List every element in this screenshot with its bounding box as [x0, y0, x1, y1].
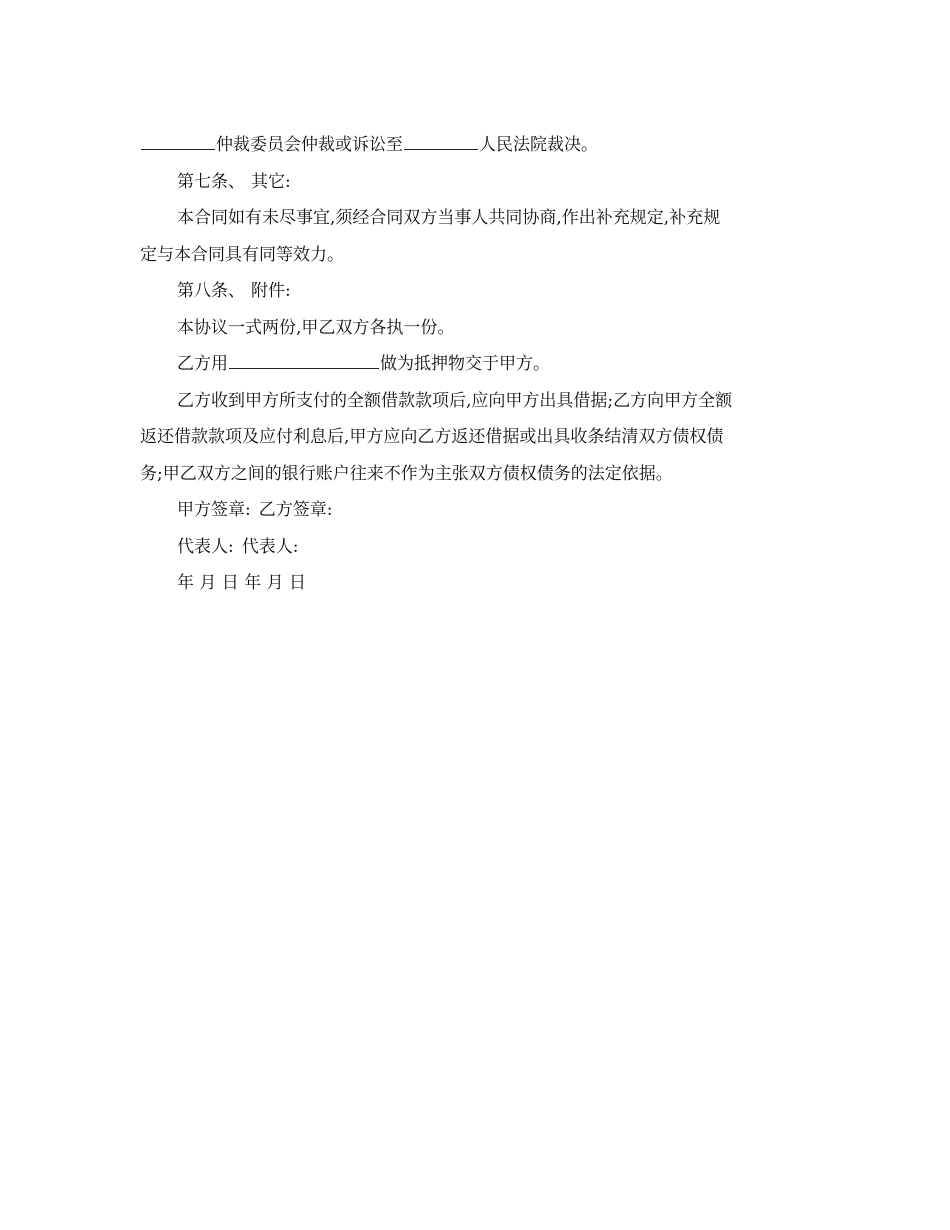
- seal-line: [140, 492, 820, 529]
- article-8-title: 附件:: [251, 281, 291, 301]
- collateral-suffix: 做为抵押物交于甲方。: [380, 354, 550, 374]
- party-b-seal-label: 乙方签章:: [258, 500, 333, 520]
- date-line: [140, 565, 820, 602]
- party-a-representative-label: 代表人:: [177, 536, 234, 557]
- copies-clause: 本协议一式两份,甲乙双方各执一份。: [177, 317, 455, 338]
- party-a-seal-label: 甲方签章:: [177, 500, 251, 520]
- collateral-prefix: 乙方用: [177, 354, 228, 374]
- party-a-date: 年 月 日: [177, 573, 239, 593]
- article-7-number: 第七条、: [177, 171, 245, 192]
- collateral-clause: [140, 346, 820, 383]
- article-7-body-line-2: 定与本合同具有同等效力。: [140, 244, 344, 265]
- receipt-clause-line-3: 务;甲乙双方之间的银行账户往来不作为主张双方债权债务的法定依据。: [140, 463, 673, 484]
- party-b-date: 年 月 日: [244, 573, 307, 593]
- receipt-clause-line-1: 乙方收到甲方所支付的全额借款款项后,应向甲方出具借据;乙方向甲方全额: [177, 390, 733, 411]
- arbitration-text: 仲裁委员会仲裁或诉讼至: [216, 135, 403, 155]
- arbitration-clause-line: [140, 127, 820, 164]
- article-7-body-line-1: 本合同如有未尽事宜,须经合同双方当事人共同协商,作出补充规定,补充规: [177, 208, 721, 228]
- party-b-representative-label: 代表人:: [241, 536, 299, 557]
- article-8-number: 第八条、: [177, 281, 245, 301]
- article-7-title: 其它:: [251, 171, 291, 192]
- blank-collateral-item[interactable]: [229, 354, 379, 369]
- article-8-heading: [140, 273, 820, 310]
- representative-line: [140, 529, 820, 566]
- article-7-heading: [140, 164, 820, 201]
- receipt-clause-line-2: 返还借款款项及应付利息后,甲方应向乙方返还借据或出具收条结清双方债权债: [140, 427, 724, 447]
- court-text: 人民法院裁决。: [479, 135, 598, 155]
- document-page: [140, 127, 820, 602]
- blank-arbitration-committee[interactable]: [141, 135, 215, 150]
- blank-court-name[interactable]: [404, 135, 478, 150]
